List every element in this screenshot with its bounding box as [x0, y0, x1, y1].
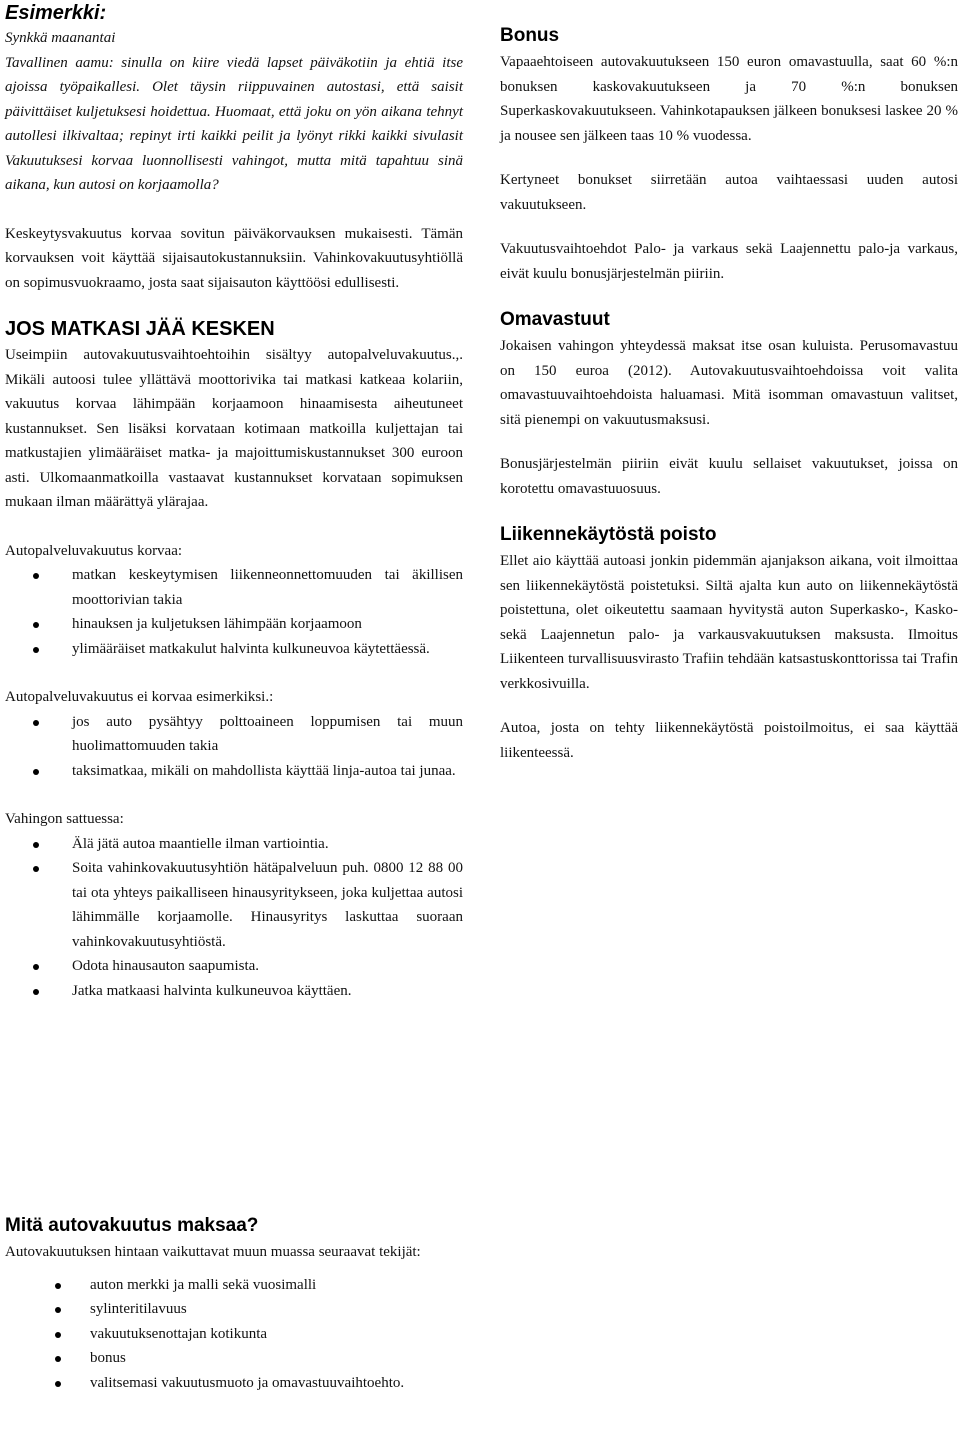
vahinko-list	[5, 832, 463, 1004]
list-item: jos auto pysähtyy polttoaineen loppumisen tai muun huolimattomuuden takia	[5, 710, 463, 759]
list-item: hinauksen ja kuljetuksen lähimpään korjaamoon	[5, 612, 463, 637]
maksaa-text: Autovakuutuksen hintaan vaikuttavat muun muassa seuraavat tekijät:	[5, 1244, 421, 1260]
korvaa-list	[5, 563, 463, 661]
bonus-heading: Bonus	[500, 25, 560, 46]
omavastuu-text-2: Bonusjärjestelmän piiriin eivät kuulu sellaiset vakuutukset, joissa on korotettu omavastuuosuus.	[500, 456, 958, 497]
list-item: Odota hinausauton saapumista.	[5, 954, 463, 979]
example-text: Tavallinen aamu: sinulla on kiire viedä lapset päiväkotiin ja ehtiä itse ajoissa työpaikallesi. Olet täysin riippuvainen autostasi, että saisit päivittäiset kuljetuksesi hoidettua. Huomaat, että joku on yön aikana tehnyt autollesi ilkivaltaa; repinyt irti kaikki peilit ja lyönyt rikki kaikki sivulasit Vakuutuksesi korvaa luonnollisesti vahingot, mutta mitä tapahtuu sinä aikana, kun autosi on korjaamolla?	[5, 54, 463, 193]
maksaa-list	[5, 1273, 445, 1396]
spacer	[5, 661, 463, 685]
spacer	[500, 286, 958, 306]
list-item: auton merkki ja malli sekä vuosimalli	[5, 1273, 445, 1298]
list-item: taksimatkaa, mikäli on mahdollista käyttää linja-autoa tai junaa.	[5, 759, 463, 784]
list-item: matkan keskeytymisen liikenneonnettomuuden tai äkillisen moottorivian takia	[5, 563, 463, 612]
list-item: valitsemasi vakuutusmuoto ja omavastuuvaihtoehto.	[5, 1371, 445, 1396]
jos-matkasi-heading: JOS MATKASI JÄÄ KESKEN	[5, 318, 275, 340]
liikenne-text-2: Autoa, josta on tehty liikennekäytöstä poistoilmoitus, ei saa käyttää liikenteessä.	[500, 720, 958, 761]
list-item: vakuutuksenottajan kotikunta	[5, 1322, 445, 1347]
korvaa-label: Autopalveluvakuutus korvaa:	[5, 542, 183, 559]
bonus-text-3: Vakuutusvaihtoehdot Palo- ja varkaus sekä Laajennettu palo-ja varkaus, eivät kuulu bonusjärjestelmän piiriin.	[500, 241, 958, 282]
spacer	[500, 501, 958, 521]
omavastuu-heading: Omavastuut	[500, 309, 610, 330]
spacer	[5, 198, 463, 222]
bonus-text-2: Kertyneet bonukset siirretään autoa vaihtaessasi uuden autosi vakuutukseen.	[500, 172, 958, 213]
spacer	[500, 148, 958, 168]
maksaa-heading: Mitä autovakuutus maksaa?	[5, 1215, 259, 1236]
example-title: Synkkä maanantai	[5, 30, 116, 46]
bonus-text-1: Vapaaehtoiseen autovakuutukseen 150 euron omavastuulla, saat 60 %:n bonuksen kaskovakuutukseen ja 70 %:n bonuksen Superkaskovakuutukseen. Vahinkotapauksen jälkeen bonuksesi laskee 20 % ja nousee sen jälkeen taas 10 % vuodessa.	[500, 54, 958, 144]
vahinko-label: Vahingon sattuessa:	[5, 811, 124, 827]
spacer	[5, 515, 463, 539]
list-item: ylimääräiset matkakulut halvinta kulkuneuvoa käytettäessä.	[5, 637, 463, 662]
keskeytys-text: Keskeytysvakuutus korvaa sovitun päiväkorvauksen mukaisesti. Tämän korvauksen voit käyttää sijaisautokustannuksiin. Vahinkovakuutusyhtiöllä on sopimusvuokraamo, josta saat sijaisauton käyttöösi edullisesti.	[5, 225, 463, 291]
liikennekaytosta-poisto-heading: Liikennekäytöstä poisto	[500, 524, 717, 545]
ei-korvaa-label: Autopalveluvakuutus ei korvaa esimerkiksi.:	[5, 689, 274, 705]
list-item: Jatka matkaasi halvinta kulkuneuvoa käyttäen.	[5, 979, 463, 1004]
spacer	[500, 217, 958, 237]
right-column	[500, 22, 958, 765]
list-item: Soita vahinkovakuutusyhtiön hätäpalveluun puh. 0800 12 88 00 tai ota yhteys paikalliseen hinausyritykseen, joka kuljettaa autosi lähimmälle korjaamolle. Hinausyritys laskuttaa suoraan vahinkovakuutusyhtiöstä.	[5, 856, 463, 954]
spacer	[5, 783, 463, 807]
liikenne-text-1: Ellet aio käyttää autoasi jonkin pidemmän ajanjakson aikana, voit ilmoittaa sen liikennekäytöstä poistetuksi. Siltä ajalta kun auto on liikennekäytöstä poistettuna, olet oikeutettu saamaan hyvitystä auton Superkasko-, Kasko- sekä Laajennetun palo- ja varkausvakuutuksen maksusta. Ilmoitus Liikenteen turvallisuusvirasto Trafiin tehdään katsastuskonttorissa tai Trafin verkkosivuilla.	[500, 553, 958, 692]
spacer	[5, 1265, 445, 1273]
list-item: Älä jätä autoa maantielle ilman vartiointia.	[5, 832, 463, 857]
omavastuu-text-1: Jokaisen vahingon yhteydessä maksat itse osan kuluista. Perusomavastuu on 150 euroa (2012). Autovakuutusvaihtoehdoissa voit valita omavastuuvaihtoehdoista haluamasi. Mitä isomman omavastuun valitset, sitä pienempi on vakuutusmaksusi.	[500, 338, 958, 428]
list-item: sylinteritilavuus	[5, 1297, 445, 1322]
example-heading: Esimerkki:	[5, 2, 107, 24]
list-item: bonus	[5, 1346, 445, 1371]
jos-matkasi-text: Useimpiin autovakuutusvaihtoehtoihin sisältyy autopalveluvakuutus.,. Mikäli autoosi tulee yllättävä moottorivika tai matkasi katkeaa kolariin, vakuutus korvaa lähimpään korjaamoon hinaamisesta aiheutuneet kustannukset. Sen lisäksi korvataan kotimaan matkoilla kuljettajan tai matkustajien ylimääräiset matka- ja majoittumiskustannukset 300 euroon asti. Ulkomaanmatkoilla vastaavat kustannukset korvataan sopimuksen mukaan ilman määrättyä ylärajaa.	[5, 347, 463, 510]
spacer	[500, 696, 958, 716]
bottom-section	[5, 1212, 445, 1395]
left-column	[5, 0, 463, 1003]
spacer	[500, 432, 958, 452]
spacer	[5, 295, 463, 315]
ei-korvaa-list	[5, 710, 463, 784]
